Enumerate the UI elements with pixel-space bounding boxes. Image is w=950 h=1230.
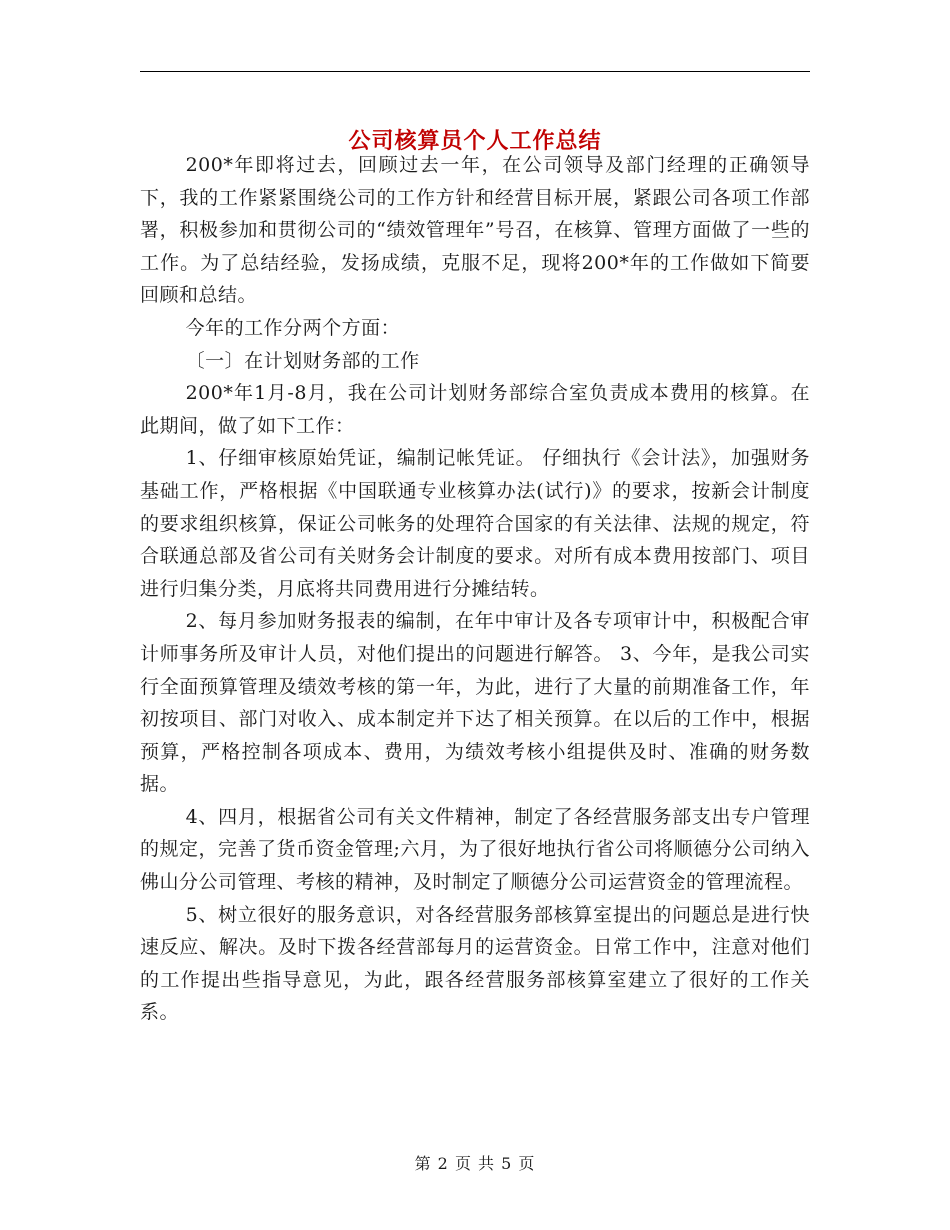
header-rule (140, 71, 810, 72)
paragraph-item-5: 5、树立很好的服务意识，对各经营服务部核算室提出的问题总是进行快速反应、解决。及时下拨各经营部每月的运营资金。日常工作中，注意对他们的工作提出些指导意见，为此，跟各经营服务部核算室建立了很好的工作关系。 (140, 903, 810, 1024)
page-number: 第 2 页 共 5 页 (414, 1154, 536, 1173)
document-body (140, 149, 810, 1029)
paragraph-intro: 200*年即将过去，回顾过去一年，在公司领导及部门经理的正确领导下，我的工作紧紧围绕公司的工作方针和经营目标开展，紧跟公司各项工作部署，积极参加和贯彻公司的“绩效管理年”号召，在核算、管理方面做了一些的工作。为了总结经验，发扬成绩，克服不足，现将200*年的工作做如下简要回顾和总结。 (140, 154, 810, 307)
section-heading-finance-dept: 〔一〕在计划财务部的工作 (185, 349, 420, 372)
paragraph-item-4: 4、四月，根据省公司有关文件精神，制定了各经营服务部支出专户管理的规定，完善了货币资金管理;六月，为了很好地执行省公司将顺德分公司纳入佛山分公司管理、考核的精神，及时制定了顺德分公司运营资金的管理流程。 (140, 805, 810, 894)
paragraph-item-1: 1、仔细审核原始凭证，编制记帐凭证。 仔细执行《会计法》，加强财务基础工作，严格根据《中国联通专业核算办法(试行)》的要求，按新会计制度的要求组织核算，保证公司帐务的处理符合国家的有关法律、法规的规定，符合联通总部及省公司有关财务会计制度的要求。对所有成本费用按部门、项目进行归集分类，月底将共同费用进行分摊结转。 (140, 447, 810, 600)
paragraph-jan-aug: 200*年1月-8月，我在公司计划财务部综合室负责成本费用的核算。在此期间，做了如下工作： (140, 382, 810, 437)
paragraph-item-2-3: 2、每月参加财务报表的编制，在年中审计及各专项审计中，积极配合审计师事务所及审计人员，对他们提出的问题进行解答。 3、今年，是我公司实行全面预算管理及绩效考核的第一年，为此，进行了大量的前期准备工作，年初按项目、部门对收入、成本制定并下达了相关预算。在以后的工作中，根据预算，严格控制各项成本、费用，为绩效考核小组提供及时、准确的财务数据。 (140, 610, 810, 796)
paragraph-two-aspects: 今年的工作分两个方面： (185, 316, 401, 339)
document-title: 公司核算员个人工作总结 (348, 127, 602, 154)
